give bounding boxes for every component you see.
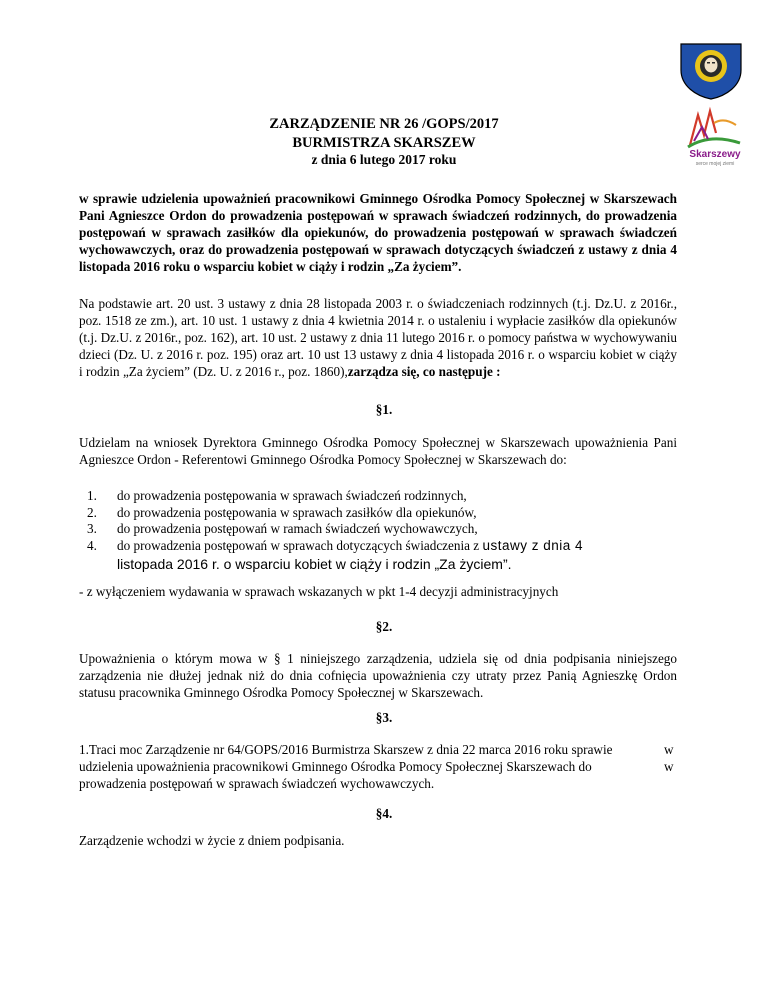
side-word-2: w bbox=[664, 759, 674, 774]
section-1-text: Udzielam na wniosek Dyrektora Gminnego Ośrodka Pomocy Społecznej w Skarszewach upoważnienia Pani Agnieszce Ordon - Referentowi Gminnego Ośrodka Pomocy Społecznej w Skarszewach do: bbox=[79, 435, 677, 467]
list-item-number: 4. bbox=[87, 537, 97, 553]
list-item bbox=[79, 488, 677, 505]
section-3-side-words bbox=[664, 741, 674, 775]
subject-paragraph: w sprawie udzielenia upoważnień pracownikowi Gminnego Ośrodka Pomocy Społecznej w Skarszewach Pani Agnieszce Ordon do prowadzenia postępowań w sprawach świadczeń rodzinnych, do prowadzenia postępowań w sprawach zasiłków dla opiekunów, do prowadzenia postępowań w sprawach świadczeń wychowawczych, oraz do prowadzenia postępowań w sprawach dotyczących świadczeń z ustawy z dnia 4 listopada 2016 roku o wsparciu kobiet w ciąży i rodzin „Za życiem”. bbox=[79, 191, 677, 274]
authorization-list bbox=[79, 488, 677, 574]
legal-basis-paragraph bbox=[79, 295, 677, 380]
town-logo-label: Skarszewy bbox=[689, 149, 741, 160]
side-word-1: w bbox=[664, 742, 674, 757]
section-1-heading: §1. bbox=[375, 402, 393, 417]
document-date: z dnia 6 lutego 2017 roku bbox=[311, 152, 457, 167]
list-item bbox=[79, 505, 677, 522]
list-item-number: 1. bbox=[87, 488, 97, 503]
list-item bbox=[79, 521, 677, 538]
document-title: ZARZĄDZENIE NR 26 /GOPS/2017 bbox=[269, 116, 499, 132]
list-item-text: do prowadzenia postępowania w sprawach zasiłków dla opiekunów, bbox=[117, 504, 477, 520]
list-item-text: do prowadzenia postępowań w sprawach dotyczących świadczenia z bbox=[117, 537, 483, 553]
list-item bbox=[79, 538, 677, 575]
list-item-number: 3. bbox=[87, 521, 97, 536]
list-item-text: do prowadzenia postępowania w sprawach świadczeń rodzinnych, bbox=[117, 488, 467, 503]
legal-basis-decree: zarządza się, co następuje : bbox=[347, 364, 501, 379]
list-item-text-b: ustawy z dnia 4 bbox=[482, 537, 583, 553]
section-3-text: 1.Traci moc Zarządzenie nr 64/GOPS/2016 Burmistrza Skarszew z dnia 22 marca 2016 roku sprawie udzielenia upoważnienia pracownikowi Gminnego Ośrodka Pomocy Społecznej Skarszewach do prowadzenia postępowań w sprawach świadczeń wychowawczych. bbox=[79, 742, 613, 791]
legal-basis-text: Na podstawie art. 20 ust. 3 ustawy z dnia 28 listopada 2003 r. o świadczeniach rodzinnych (t.j. Dz.U. z 2016r., poz. 1518 ze zm.), art. 10 ust. 1 ustawy z dnia 4 kwietnia 2014 r. o ustaleniu i wypłacie zasiłków dla opiekunów (t.j. Dz.U. z 2016r., poz. 162), art. 10 ust. 2 ustawy z dnia 11 lutego 2016 r. o pomocy państwa w wychowywaniu dzieci (Dz. U. z 2016 r. poz. 195) oraz art. 10 ust 13 ustawy z dnia 4 listopada 2016 r. o wsparciu kobiet w ciąży i rodzin „Za życiem” (Dz. U. z 2016 r., poz. 1860), bbox=[79, 296, 677, 379]
section-4-heading: §4. bbox=[375, 806, 393, 821]
coat-of-arms-icon bbox=[678, 40, 744, 100]
section-3-heading: §3. bbox=[375, 710, 393, 725]
document-issuer: BURMISTRZA SKARSZEW bbox=[292, 135, 476, 151]
town-logo-sub: serce mojej ziemi bbox=[695, 161, 735, 167]
section-2-text: Upoważnienia o którym mowa w § 1 niniejszego zarządzenia, udziela się od dnia podpisania niniejszego zarządzenia nie dłużej jednak niż do dnia cofnięcia upoważnienia czy utraty przez Panią Agnieszkę Ordon statusu pracownika Gminnego Ośrodka Pomocy Społecznej w Skarszewach. bbox=[79, 651, 677, 700]
section-2-heading: §2. bbox=[375, 619, 393, 634]
list-item-text-c: listopada 2016 r. o wsparciu kobiet w ciąży i rodzin „Za życiem”. bbox=[117, 556, 512, 572]
list-item-text: do prowadzenia postępowań w ramach świadczeń wychowawczych, bbox=[117, 521, 478, 536]
list-item-number: 2. bbox=[87, 504, 97, 520]
exclusion-note: - z wyłączeniem wydawania w sprawach wskazanych w pkt 1-4 decyzji administracyjnych bbox=[79, 584, 559, 599]
section-4-text: Zarządzenie wchodzi w życie z dniem podpisania. bbox=[79, 833, 345, 848]
